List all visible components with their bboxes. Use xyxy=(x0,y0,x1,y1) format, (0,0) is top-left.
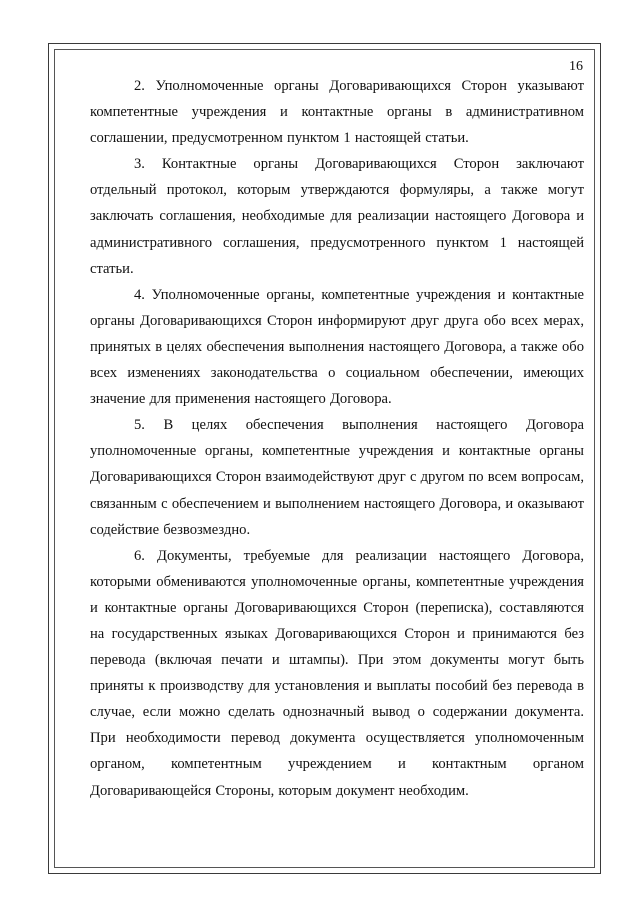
document-body xyxy=(90,73,584,804)
paragraph-3: 3. Контактные органы Договаривающихся Сторон заключают отдельный протокол, которым утверждаются формуляры, а также могут заключать соглашения, необходимые для реализации настоящего Договора и административного соглашения, предусмотренного пунктом 1 настоящей статьи. xyxy=(90,156,584,277)
paragraph-2: 2. Уполномоченные органы Договаривающихся Сторон указывают компетентные учреждения и контактные органы в административном соглашении, предусмотренном пунктом 1 настоящей статьи. xyxy=(90,78,584,147)
paragraph-4: 4. Уполномоченные органы, компетентные учреждения и контактные органы Договаривающихся Сторон информируют друг друга обо всех мерах, принятых в целях обеспечения выполнения настоящего Договора, а также обо всех изменениях законодательства о социальном обеспечении, имеющих значение для применения настоящего Договора. xyxy=(90,286,584,408)
paragraph-6: 6. Документы, требуемые для реализации настоящего Договора, которыми обмениваются уполномоченные органы, компетентные учреждения и контактные органы Договаривающихся Сторон (переписка), составляются на государственных языках Договаривающихся Сторон и принимаются без перевода (включая печати и штампы). При этом документы могут быть приняты к производству для установления и выплаты пособий без перевода в случае, если можно сделать однозначный вывод о содержании документа. При необходимости перевод документа осуществляется уполномоченным органом, компетентным учреждением и контактным органом Договаривающейся Стороны, которым документ необходим. xyxy=(90,547,584,799)
page-number: 16 xyxy=(569,59,583,74)
paragraph-5: 5. В целях обеспечения выполнения настоящего Договора уполномоченные органы, компетентные учреждения и контактные органы Договаривающихся Сторон взаимодействуют друг с другом по всем вопросам, связанным с обеспечением и выполнением настоящего Договора, и оказывают содействие безвозмездно. xyxy=(90,417,584,538)
